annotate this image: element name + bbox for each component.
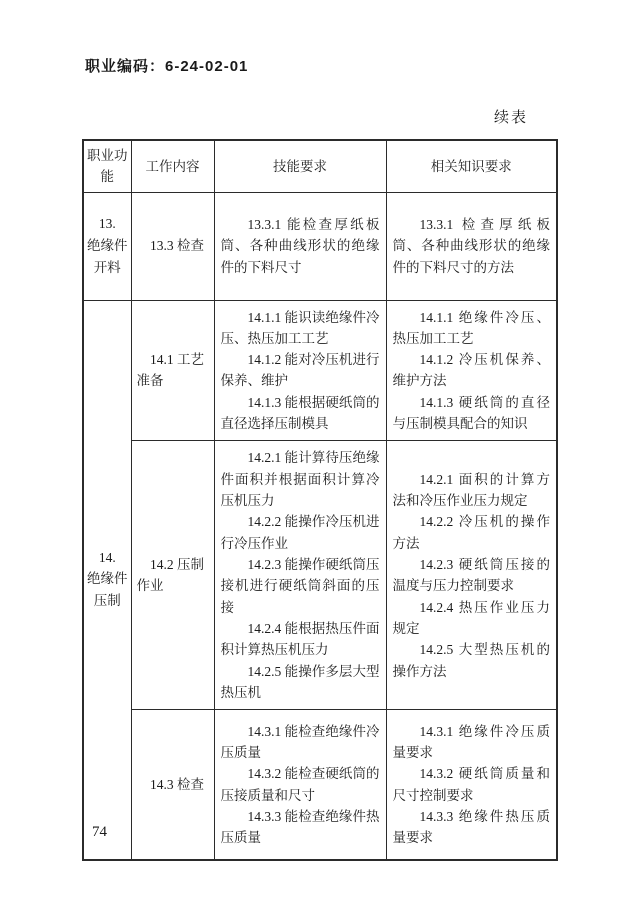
function-number: 14.	[98, 550, 116, 566]
table-row	[83, 192, 557, 300]
knowledge-requirements-cell	[386, 300, 557, 441]
skill-requirements-cell	[214, 710, 386, 860]
work-content-cell	[131, 192, 214, 300]
function-cell	[83, 192, 131, 300]
skill-requirements-item: 14.1.3 能根据硬纸筒的直径选择压制模具	[220, 394, 380, 432]
knowledge-requirements-item: 14.2.3 硬纸筒压接的温度与压力控制要求	[392, 557, 550, 594]
header-occupational-function: 职业功能	[83, 140, 131, 192]
knowledge-requirements-item: 13.3.1 检查厚纸板筒、各种曲线形状的绝缘件的下料尺寸的方法	[392, 217, 550, 275]
table-body	[83, 192, 557, 860]
skill-requirements-item: 14.3.1 能检查绝缘件冷压质量	[220, 723, 380, 760]
knowledge-requirements-cell	[386, 192, 557, 300]
requirements-table	[82, 139, 558, 861]
table-row	[83, 441, 557, 710]
knowledge-requirements-item: 14.1.3 硬纸筒的直径与压制模具配合的知识	[392, 394, 550, 432]
knowledge-requirements-item: 14.2.4 热压作业压力规定	[392, 599, 550, 637]
occupation-code: 职业编码：6-24-02-01	[85, 58, 249, 75]
function-name: 绝缘件开料	[87, 237, 128, 275]
header-skill-requirements: 技能要求	[214, 140, 386, 192]
skill-requirements-item: 14.2.4 能根据热压件面积计算热压机压力	[220, 621, 380, 658]
skill-requirements-item: 14.3.3 能检查绝缘件热压质量	[220, 808, 380, 846]
work-content-text: 13.3 检查	[150, 238, 204, 254]
knowledge-requirements-cell	[386, 441, 557, 710]
skill-requirements-cell	[214, 192, 386, 300]
knowledge-requirements-item: 14.2.1 面积的计算方法和冷压作业压力规定	[392, 471, 550, 509]
continued-table-label: 续表	[493, 110, 528, 126]
function-cell	[83, 300, 131, 860]
knowledge-requirements-item: 14.3.1 绝缘件冷压质量要求	[392, 723, 550, 760]
work-content-cell	[131, 300, 214, 441]
work-content-cell	[131, 710, 214, 860]
work-content-text: 14.3 检查	[150, 776, 204, 792]
knowledge-requirements-item: 14.2.2 冷压机的操作方法	[392, 514, 550, 551]
header-knowledge-requirements: 相关知识要求	[386, 140, 557, 192]
skill-requirements-item: 14.2.3 能操作硬纸筒压接机进行硬纸筒斜面的压接	[220, 557, 380, 615]
knowledge-requirements-item: 14.2.5 大型热压机的操作方法	[392, 642, 550, 679]
header-row	[83, 140, 557, 192]
table-container	[82, 106, 556, 861]
work-content-cell	[131, 441, 214, 710]
skill-requirements-item: 14.2.5 能操作多层大型热压机	[220, 663, 380, 701]
knowledge-requirements-cell	[386, 710, 557, 860]
work-content-text: 14.2 压制作业	[136, 557, 204, 594]
page-number: 74	[92, 824, 107, 840]
skill-requirements-item: 14.2.1 能计算待压绝缘件面积并根据面积计算冷压机压力	[220, 450, 380, 509]
knowledge-requirements-item: 14.3.2 硬纸筒质量和尺寸控制要求	[392, 766, 550, 803]
table-header	[83, 140, 557, 192]
knowledge-requirements-item: 14.3.3 绝缘件热压质量要求	[392, 808, 550, 846]
skill-requirements-item: 14.3.2 能检查硬纸筒的压接质量和尺寸	[220, 766, 380, 803]
table-row	[83, 300, 557, 441]
function-number: 13.	[98, 216, 116, 232]
table-row	[83, 710, 557, 860]
skill-requirements-item: 14.2.2 能操作冷压机进行冷压作业	[220, 514, 380, 551]
knowledge-requirements-item: 14.1.2 冷压机保养、维护方法	[392, 352, 550, 389]
skill-requirements-item: 14.1.2 能对冷压机进行保养、维护	[220, 352, 380, 389]
skill-requirements-item: 13.3.1 能检查厚纸板筒、各种曲线形状的绝缘件的下料尺寸	[220, 217, 380, 275]
work-content-text: 14.1 工艺准备	[136, 352, 204, 389]
skill-requirements-cell	[214, 300, 386, 441]
skill-requirements-item: 14.1.1 能识读绝缘件冷压、热压加工工艺	[220, 309, 380, 346]
function-name: 绝缘件压制	[87, 571, 128, 609]
header-work-content: 工作内容	[131, 140, 214, 192]
skill-requirements-cell	[214, 441, 386, 710]
knowledge-requirements-item: 14.1.1 绝缘件冷压、热压加工工艺	[392, 309, 550, 346]
